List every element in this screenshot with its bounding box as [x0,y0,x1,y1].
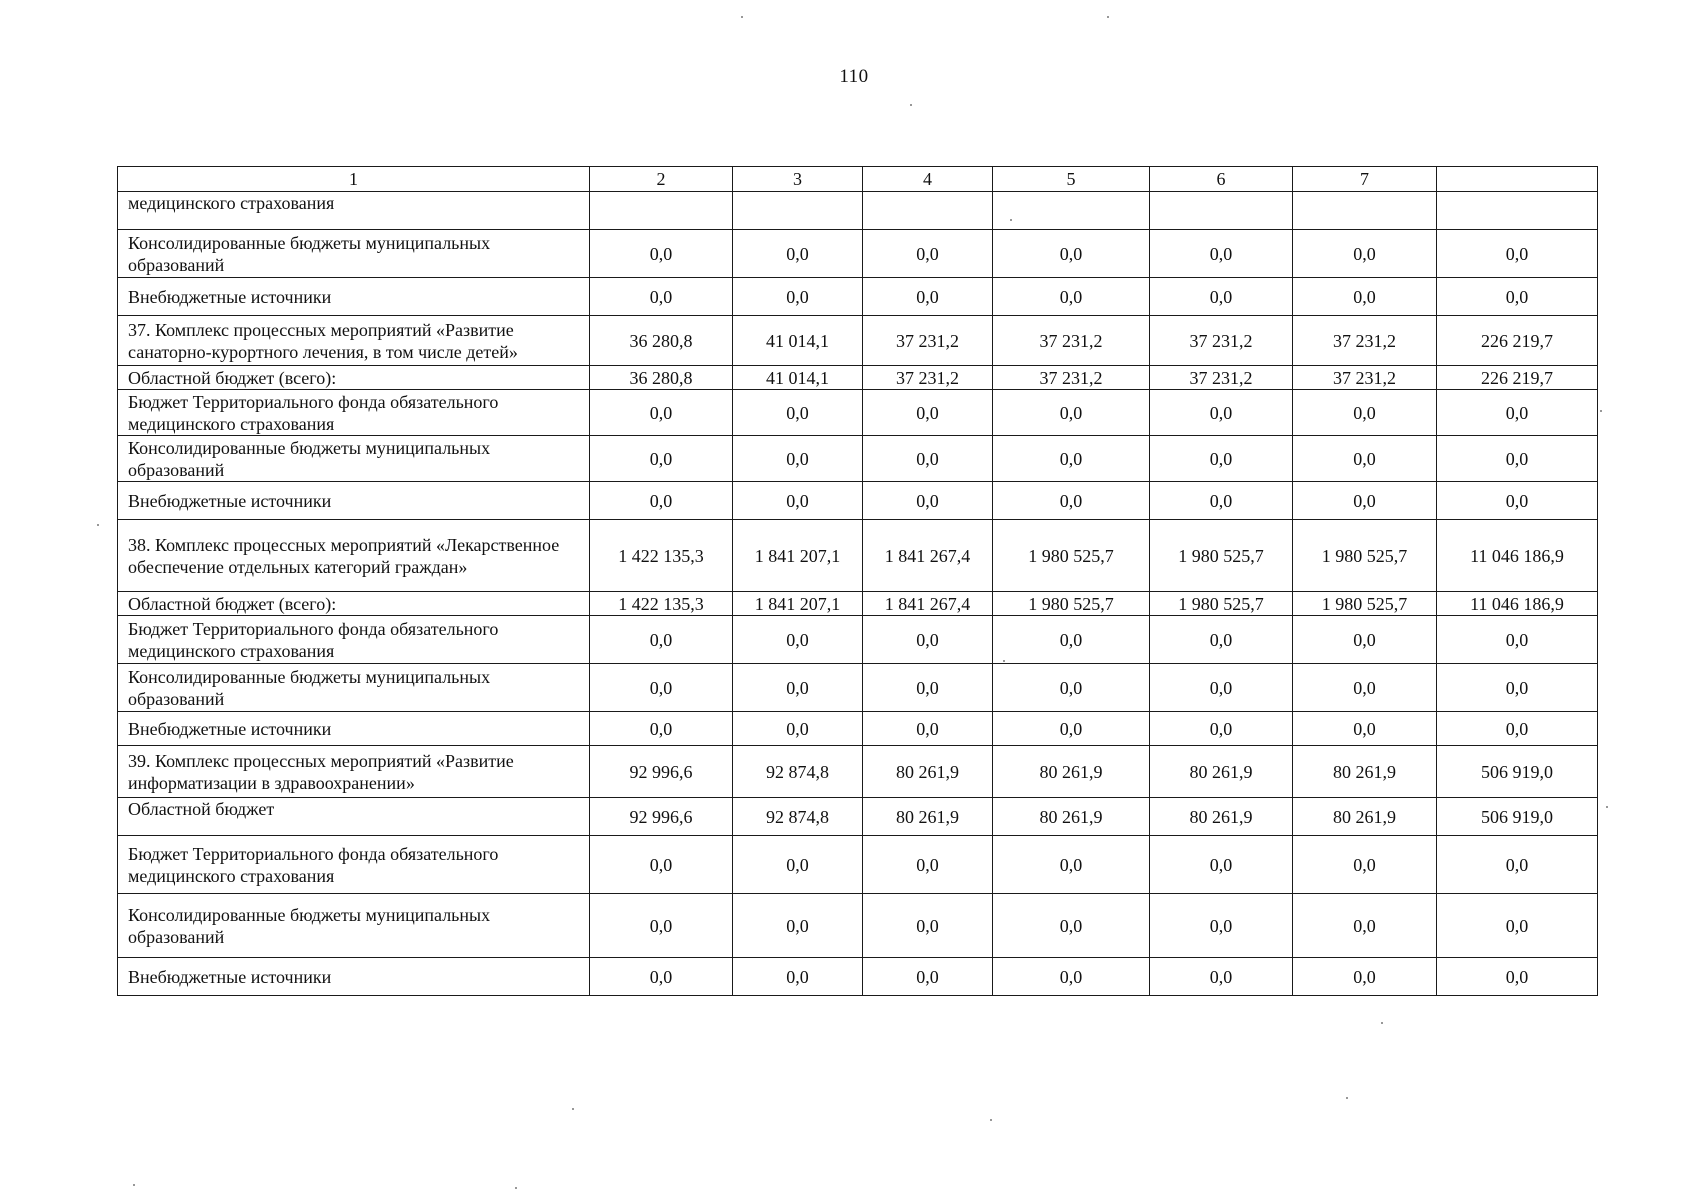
value-cell [590,192,733,230]
value-cell [1437,192,1598,230]
value-cell: 80 261,9 [1293,798,1437,836]
value-cell: 0,0 [863,230,993,278]
scan-speck [990,1119,992,1121]
value-cell: 92 996,6 [590,746,733,798]
value-cell: 506 919,0 [1437,746,1598,798]
scan-speck [1381,1022,1383,1024]
scan-speck [1600,410,1602,412]
row-label: Областной бюджет (всего): [118,366,590,390]
value-cell: 1 980 525,7 [1150,592,1293,616]
value-cell: 0,0 [1150,894,1293,958]
value-cell: 0,0 [1150,958,1293,996]
value-cell: 0,0 [993,436,1150,482]
value-cell [1293,192,1437,230]
value-cell: 0,0 [1437,664,1598,712]
value-cell: 0,0 [733,390,863,436]
value-cell: 0,0 [1293,894,1437,958]
value-cell: 0,0 [590,390,733,436]
value-cell: 37 231,2 [993,316,1150,366]
value-cell: 0,0 [590,230,733,278]
row-label: Консолидированные бюджеты муниципальных образований [118,894,590,958]
value-cell [863,192,993,230]
row-label: 38. Комплекс процессных мероприятий «Лекарственное обеспечение отдельных категорий граждан» [118,520,590,592]
value-cell: 0,0 [993,664,1150,712]
value-cell: 0,0 [590,836,733,894]
column-number [1437,167,1598,192]
value-cell: 0,0 [590,436,733,482]
value-cell: 11 046 186,9 [1437,592,1598,616]
table-row [118,482,1598,520]
table-row [118,664,1598,712]
value-cell: 92 874,8 [733,746,863,798]
value-cell: 0,0 [1437,616,1598,664]
scan-speck [133,1184,135,1186]
row-label: Внебюджетные источники [118,712,590,746]
scan-speck [741,16,743,18]
scan-speck [1107,16,1109,18]
value-cell: 41 014,1 [733,316,863,366]
value-cell: 0,0 [1437,482,1598,520]
table-row [118,520,1598,592]
value-cell: 0,0 [733,436,863,482]
value-cell: 0,0 [1437,278,1598,316]
value-cell: 0,0 [863,482,993,520]
value-cell: 0,0 [590,664,733,712]
value-cell: 0,0 [733,278,863,316]
value-cell: 0,0 [993,390,1150,436]
value-cell: 0,0 [863,616,993,664]
scan-speck [97,524,99,526]
value-cell: 0,0 [1293,390,1437,436]
table-row [118,958,1598,996]
value-cell: 0,0 [733,616,863,664]
budget-table [117,166,1598,996]
value-cell: 1 841 207,1 [733,592,863,616]
value-cell: 0,0 [1150,390,1293,436]
table-row [118,746,1598,798]
value-cell: 0,0 [590,616,733,664]
value-cell: 0,0 [993,712,1150,746]
value-cell [993,192,1150,230]
column-number: 7 [1293,167,1437,192]
value-cell: 0,0 [733,230,863,278]
table-row [118,436,1598,482]
scan-speck [910,104,912,106]
value-cell: 80 261,9 [993,746,1150,798]
row-label: Бюджет Территориального фонда обязательного медицинского страхования [118,836,590,894]
column-number: 3 [733,167,863,192]
value-cell: 1 980 525,7 [993,592,1150,616]
value-cell: 1 422 135,3 [590,592,733,616]
value-cell: 11 046 186,9 [1437,520,1598,592]
table-row [118,592,1598,616]
value-cell: 80 261,9 [863,746,993,798]
row-label: Бюджет Территориального фонда обязательного медицинского страхования [118,390,590,436]
value-cell: 0,0 [1293,712,1437,746]
value-cell: 0,0 [993,230,1150,278]
value-cell: 0,0 [733,958,863,996]
value-cell: 226 219,7 [1437,366,1598,390]
value-cell: 80 261,9 [1150,746,1293,798]
value-cell: 0,0 [1150,664,1293,712]
row-label: Консолидированные бюджеты муниципальных образований [118,230,590,278]
value-cell: 0,0 [1293,482,1437,520]
value-cell: 37 231,2 [993,366,1150,390]
value-cell: 37 231,2 [1293,316,1437,366]
value-cell: 1 422 135,3 [590,520,733,592]
value-cell: 37 231,2 [1293,366,1437,390]
value-cell: 0,0 [590,278,733,316]
value-cell: 226 219,7 [1437,316,1598,366]
column-number: 6 [1150,167,1293,192]
scan-speck [572,1108,574,1110]
value-cell: 0,0 [1293,278,1437,316]
value-cell: 0,0 [863,390,993,436]
value-cell: 1 841 267,4 [863,520,993,592]
value-cell: 0,0 [1437,958,1598,996]
value-cell: 36 280,8 [590,366,733,390]
value-cell: 0,0 [993,958,1150,996]
row-label: Консолидированные бюджеты муниципальных образований [118,664,590,712]
value-cell: 0,0 [1150,278,1293,316]
table-row [118,836,1598,894]
value-cell: 0,0 [733,482,863,520]
value-cell [1150,192,1293,230]
value-cell: 0,0 [1293,958,1437,996]
row-label: Внебюджетные источники [118,958,590,996]
value-cell: 1 980 525,7 [1293,592,1437,616]
value-cell: 0,0 [993,616,1150,664]
value-cell: 0,0 [1437,836,1598,894]
value-cell: 80 261,9 [1150,798,1293,836]
value-cell: 36 280,8 [590,316,733,366]
value-cell: 0,0 [1437,390,1598,436]
value-cell: 1 841 207,1 [733,520,863,592]
value-cell: 0,0 [733,894,863,958]
row-label: Внебюджетные источники [118,482,590,520]
table-row [118,798,1598,836]
row-label: Областной бюджет [118,798,590,836]
value-cell: 0,0 [863,712,993,746]
value-cell: 37 231,2 [1150,316,1293,366]
row-label: 39. Комплекс процессных мероприятий «Развитие информатизации в здравоохранении» [118,746,590,798]
scan-speck [1003,660,1005,662]
column-number-row [118,167,1598,192]
value-cell: 1 980 525,7 [1293,520,1437,592]
value-cell: 0,0 [1150,712,1293,746]
value-cell: 0,0 [993,482,1150,520]
value-cell: 0,0 [590,894,733,958]
value-cell: 41 014,1 [733,366,863,390]
value-cell: 80 261,9 [863,798,993,836]
value-cell [733,192,863,230]
table-row [118,390,1598,436]
value-cell: 37 231,2 [1150,366,1293,390]
value-cell: 92 996,6 [590,798,733,836]
value-cell: 0,0 [1293,230,1437,278]
row-label: Бюджет Территориального фонда обязательного медицинского страхования [118,616,590,664]
column-number: 2 [590,167,733,192]
value-cell: 0,0 [863,958,993,996]
value-cell: 0,0 [1150,482,1293,520]
value-cell: 1 980 525,7 [1150,520,1293,592]
page-number: 110 [839,66,869,87]
value-cell: 37 231,2 [863,316,993,366]
value-cell: 0,0 [590,482,733,520]
value-cell: 0,0 [1293,616,1437,664]
table-body [118,192,1598,996]
row-label: Консолидированные бюджеты муниципальных образований [118,436,590,482]
value-cell: 0,0 [863,278,993,316]
row-label: Внебюджетные источники [118,278,590,316]
table-row [118,192,1598,230]
value-cell: 0,0 [1293,436,1437,482]
value-cell: 0,0 [863,436,993,482]
column-number: 4 [863,167,993,192]
value-cell: 37 231,2 [863,366,993,390]
row-label: Областной бюджет (всего): [118,592,590,616]
value-cell: 0,0 [863,836,993,894]
value-cell: 0,0 [1150,230,1293,278]
table-row [118,230,1598,278]
value-cell: 80 261,9 [993,798,1150,836]
scan-speck [515,1187,517,1189]
table-row [118,316,1598,366]
column-number: 5 [993,167,1150,192]
value-cell: 92 874,8 [733,798,863,836]
value-cell: 0,0 [733,664,863,712]
table-row [118,616,1598,664]
value-cell: 0,0 [590,958,733,996]
table-row [118,366,1598,390]
value-cell: 0,0 [1150,836,1293,894]
value-cell: 0,0 [993,836,1150,894]
value-cell: 0,0 [1437,436,1598,482]
table-header [118,167,1598,192]
column-number: 1 [118,167,590,192]
value-cell: 0,0 [993,278,1150,316]
value-cell: 506 919,0 [1437,798,1598,836]
scan-speck [1010,219,1012,221]
value-cell: 0,0 [733,712,863,746]
value-cell: 0,0 [1293,836,1437,894]
value-cell: 0,0 [1150,436,1293,482]
value-cell: 0,0 [863,664,993,712]
row-label: 37. Комплекс процессных мероприятий «Развитие санаторно-курортного лечения, в том числе детей» [118,316,590,366]
scan-speck [1346,1097,1348,1099]
table-row [118,278,1598,316]
value-cell: 80 261,9 [1293,746,1437,798]
table-row [118,894,1598,958]
table-row [118,712,1598,746]
value-cell: 0,0 [1437,894,1598,958]
value-cell: 0,0 [993,894,1150,958]
value-cell: 0,0 [1437,712,1598,746]
scan-speck [1606,806,1608,808]
value-cell: 0,0 [1150,616,1293,664]
value-cell: 0,0 [863,894,993,958]
row-label: медицинского страхования [118,192,590,230]
value-cell: 1 980 525,7 [993,520,1150,592]
value-cell: 1 841 267,4 [863,592,993,616]
value-cell: 0,0 [1437,230,1598,278]
value-cell: 0,0 [733,836,863,894]
value-cell: 0,0 [590,712,733,746]
value-cell: 0,0 [1293,664,1437,712]
